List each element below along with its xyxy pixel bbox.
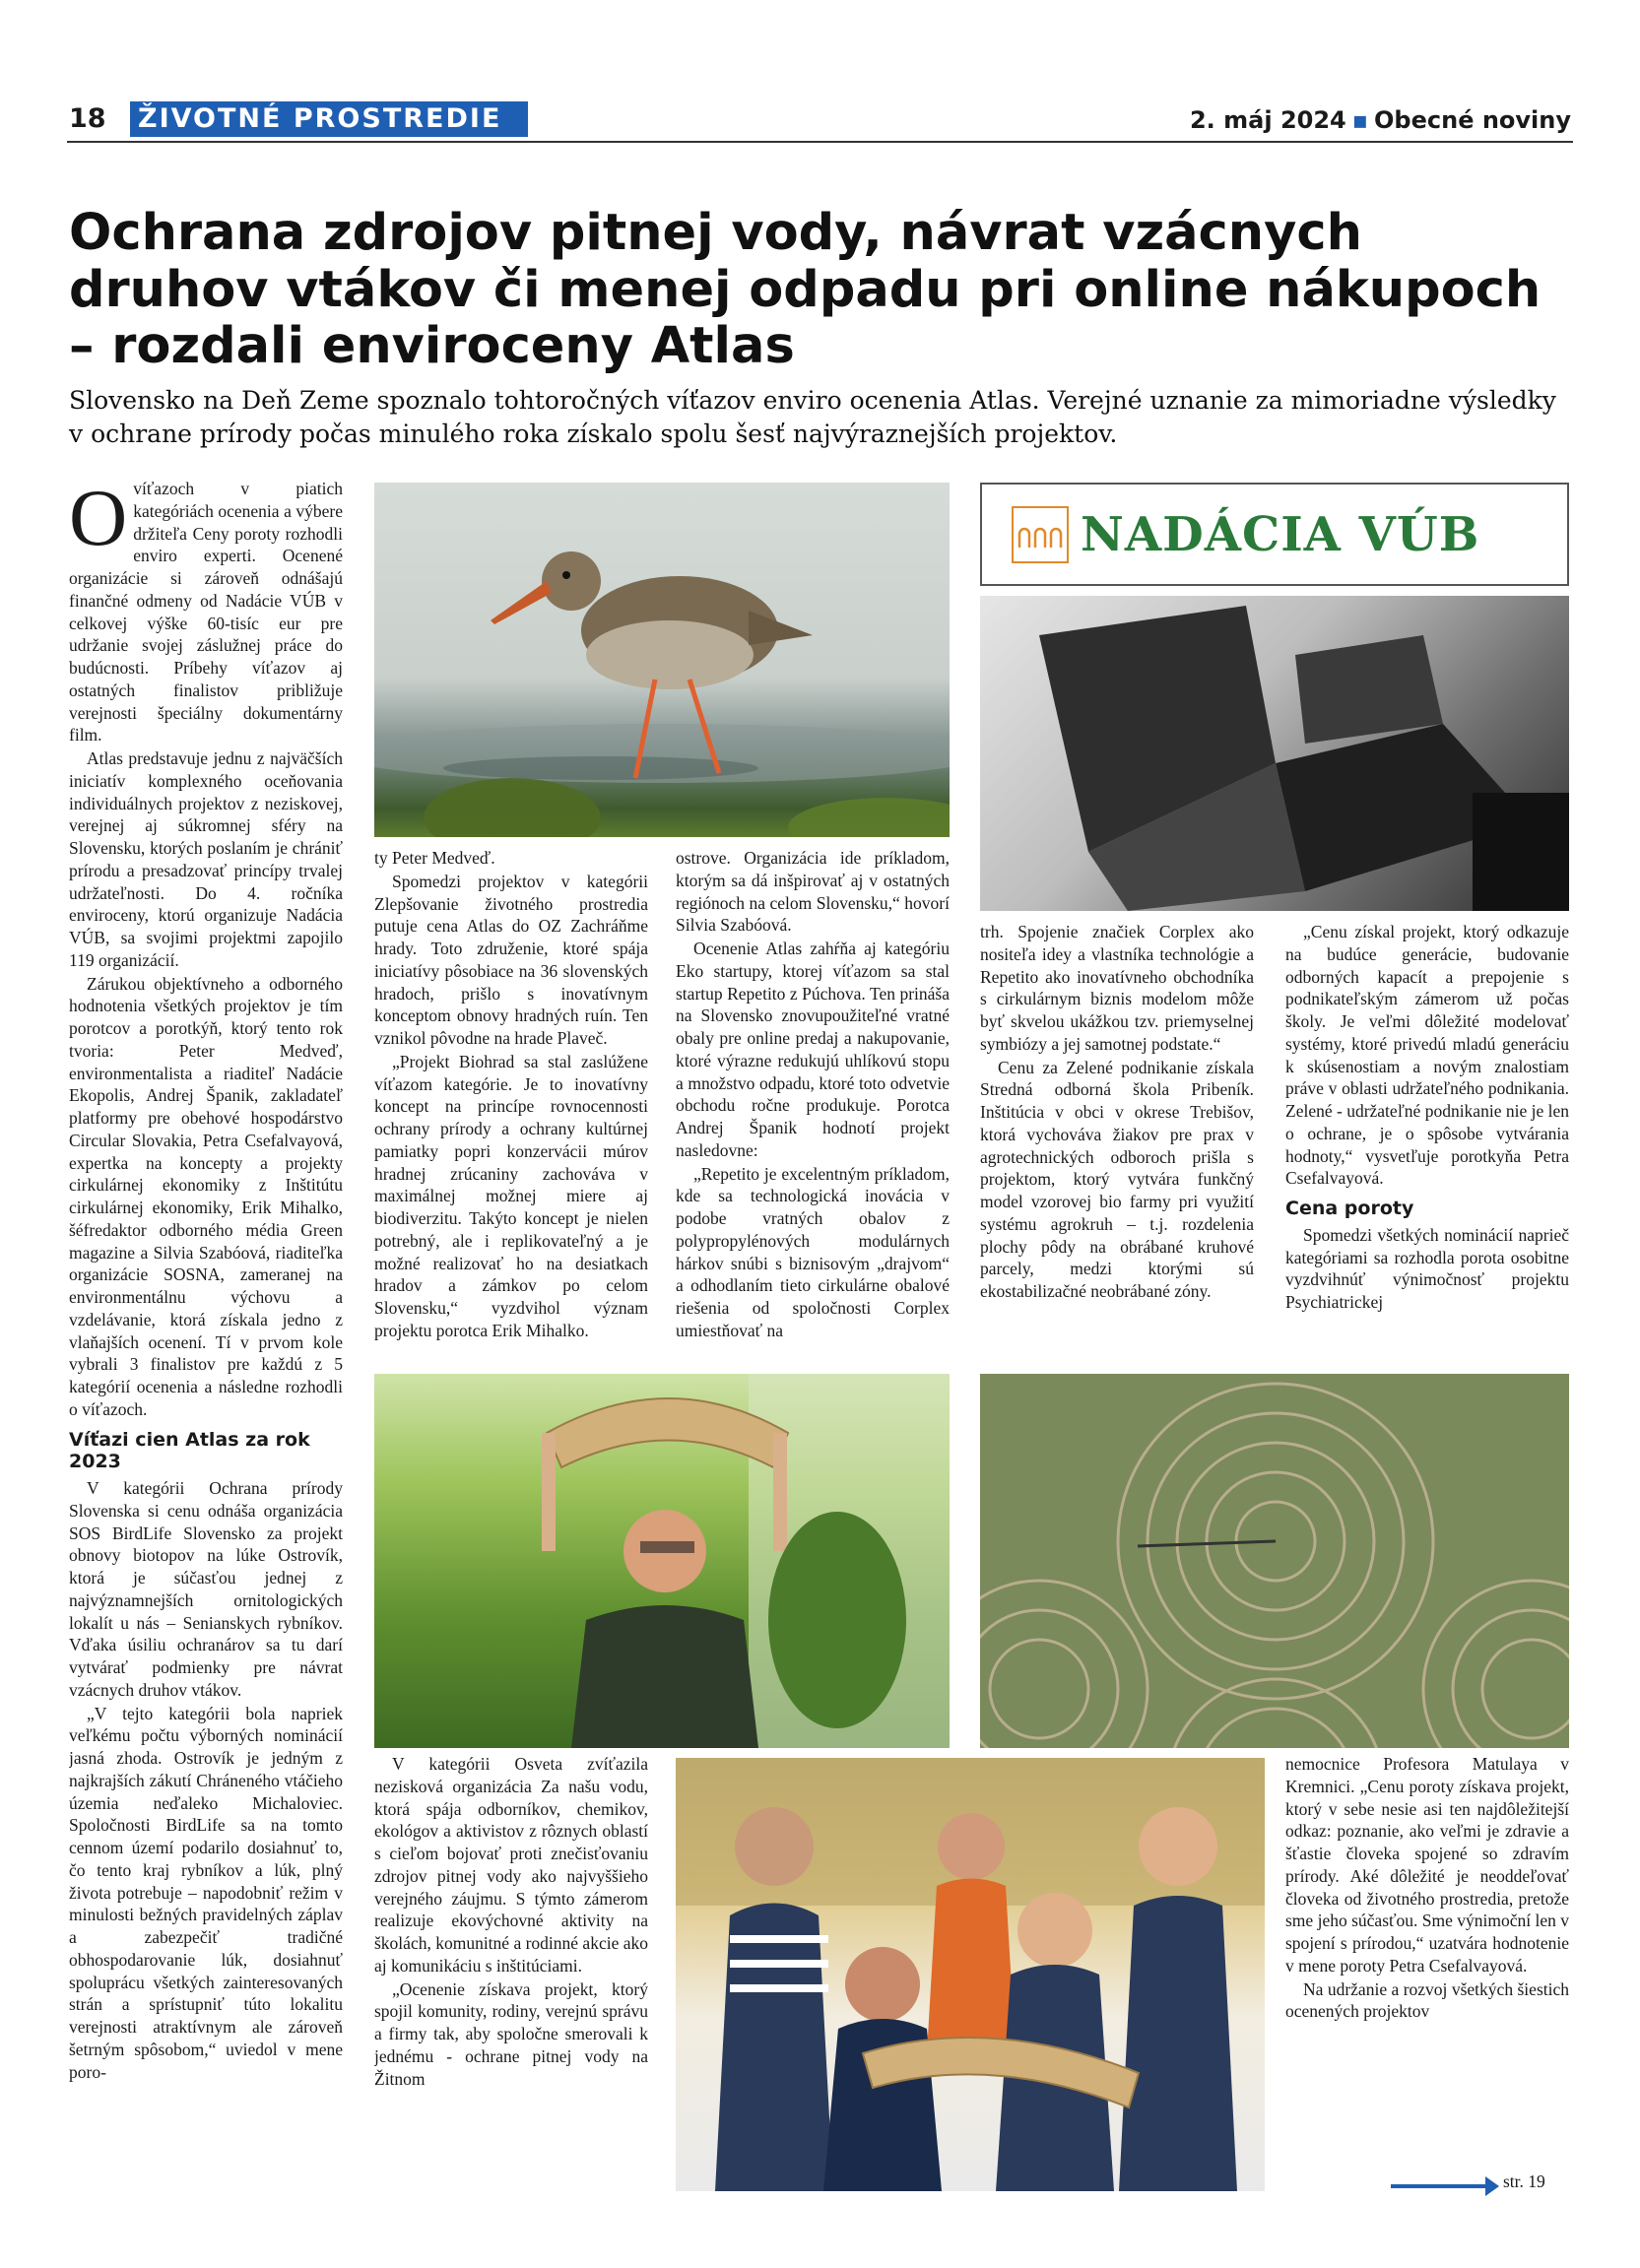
col1-paragraph-2: Atlas predstavuje jednu z najväčších iniciatív komplexného oceňovania individuálnych projektov z neziskovej, verejnej aj súkromnej sféry na Slovensku, ktorých poslaním je chrániť prírodu a presadzovať princípy trvalej udržateľnosti. Do 4. ročníka enviroceny, ktorú organizuje Nadácia VÚB, sa svojimi projektmi zapojilo 119 organizácií. bbox=[69, 748, 343, 970]
agrokruh-aerial-photo bbox=[980, 1374, 1569, 1748]
subheading-jury-prize: Cena poroty bbox=[1285, 1198, 1414, 1219]
issue-date: 2. máj 2024 bbox=[1189, 106, 1346, 134]
col2-paragraph-1: ty Peter Medveď. bbox=[374, 848, 495, 868]
col1-paragraph-3: Zárukou objektívneho a odborného hodnotenia všetkých projektov je tím porotcov a porotkýň, ktorý tento rok tvoria: Peter Medveď, environmentalista a riaditeľ Nadácie Ekopolis, Andrej Španik, zakladateľ platformy pre obehové hospodárstvo Circular Slovakia, Petra Csefalvayová, expertka na koncepty a projekty cirkulárnej ekonomiky z Inštitútu cirkulárnej ekonomiky, Erik Mihalko, šéfredaktor odborného média Green magazine a Silvia Szabóová, riaditeľka organizácie SOSNA, zameranej na environmentálnu výchovu a vzdelávanie, ktorá získala jedno z vlaňajších ocenení. Tí v prvom kole vybrali 3 finalistov pre každú z 5 kategórií ocenenia a následne rozhodli o víťazoch. bbox=[69, 973, 343, 1419]
section-banner: ŽIVOTNÉ PROSTREDIE bbox=[130, 101, 528, 137]
col2-paragraph-2: Spomedzi projektov v kategórii Zlepšovanie životného prostredia putuje cena Atlas do OZ Zachráňme hrady. Toto združenie, ktoré spája iniciatívy pôsobiace na 36 slovenských hradoch, prišlo s inovatívnym konceptom obnovy hradných ruín. Ten vznikol pôvodne na hrade Plaveč. bbox=[374, 871, 648, 1048]
drop-cap: O bbox=[69, 478, 128, 562]
text-column-1 bbox=[69, 478, 343, 2211]
logo-arches-icon bbox=[1012, 506, 1069, 563]
page-number: 18 bbox=[69, 103, 106, 134]
circular-fields-icon bbox=[980, 1374, 1569, 1748]
redshank-bird-icon bbox=[374, 483, 950, 837]
article-lead: Slovensko na Deň Zeme spoznalo tohtoročných víťazov enviro ocenenia Atlas. Verejné uznanie za mimoriadne výsledky v ochrane prírody počas minulého roka získalo spolu šesť najvýraznejších projektov. bbox=[69, 386, 1556, 448]
packaging-photo bbox=[980, 596, 1569, 911]
col3-paragraph-1: ostrove. Organizácia ide príkladom, ktorým sa dá inšpirovať aj v ostatných regiónoch na celom Slovensku,“ hovorí Silvia Szabóová. bbox=[676, 848, 950, 936]
logo-text: NADÁCIA VÚB bbox=[1081, 506, 1480, 562]
bird-photo bbox=[374, 483, 950, 837]
text-column-4 bbox=[980, 921, 1254, 1369]
col3-paragraph-2: Ocenenie Atlas zahŕňa aj kategóriu Eko startupy, ktorej víťazom sa stal startup Repetito z Púchova. Ten prináša na Slovensko znovupoužiteľné vratné obaly pre online predaj a nakupovanie, ktoré výrazne redukujú uhlíkovú stopu a množstvo odpadu, ktoré toto odvetvie obchodu ročne produkuje. Porotca Andrej Španik hodnotí projekt nasledovne: bbox=[676, 939, 950, 1160]
col4-paragraph-2: Cenu za Zelené podnikanie získala Stredná odborná škola Pribeník. Inštitúcia v obci v okrese Trebišov, ktorá vychováva žiakov pre prax v agrotechnických odboroch prišla s projektom, ktorý vytvára funkčný model vzorovej bio farmy pri využití systému agrokruh – t.j. rozdelenia plochy pôdy na obrábané kruhové parcely, medzi ktorými sú ekostabilizačné neobrábané zóny. bbox=[980, 1057, 1254, 1301]
col2-paragraph-3: „Projekt Biohrad sa stal zaslúžene víťazom kategórie. Je to inovatívny koncept na princípe rovnocennosti ochrany prírody a ochrany kultúrnej pamiatky popri konzervácii múrov hradnej zrúcaniny zachováva v maximálnej možnej miere aj biodiverzitu. Takýto koncept je nielen potrebný, ale i replikovateľný a je možné realizovať ho na desiatkach hradov a zámkov po celom Slovensku,“ vyzdvihol význam projektu porotca Erik Mihalko. bbox=[374, 1051, 648, 1340]
continue-arrow-icon bbox=[1391, 2184, 1489, 2188]
col6-paragraph-1: V kategórii Osveta zvíťazila nezisková organizácia Za našu vodu, ktorá spája odborníkov, chemikov, ekológov a aktivistov z rôznych oblastí s cieľom bojovať proti znečisťovaniu zdrojov pitnej vody ako najvyššieho verejného záujmu. S týmto zámerom realizuje ekovýchovné aktivity na školách, komunitné a rodinné akcie ako aj komunikáciu s inštitúciami. bbox=[374, 1754, 648, 1976]
col1-paragraph-1: Ovíťazoch v piatich kategóriách ocenenia a výbere držiteľa Ceny poroty rozhodli enviro experti. Ocenené organizácie si zároveň odnášajú finančné odmeny od Nadácie VÚB v celkovej výške 60-tisíc eur pre udržanie svojej záslužnej práce do budúcnosti. Príbehy víťazov aj ostatných finalistov približuje verejnosti špeciálny dokumentárny film. bbox=[69, 478, 343, 745]
separator-icon: ▪ bbox=[1351, 106, 1369, 134]
publication-name: Obecné noviny bbox=[1374, 106, 1571, 134]
col5-paragraph-1: „Cenu získal projekt, ktorý odkazuje na budúce generácie, budovanie odborných kapacít a prepojenie s podnikateľským zámerom už počas školy. Je veľmi dôležité modelovať systémy, ktoré privedú mladú generáciu k skúsenostiam a novým znalostiam práve v oblasti udržateľného podnikania. Zelené - udržateľné podnikanie nie je len o ochrane, je o spôsobe vytvárania hodnoty,“ vysvetľuje porotkyňa Petra Csefalvayová. bbox=[1285, 922, 1569, 1189]
nadacia-vub-logo bbox=[980, 483, 1569, 586]
col5-paragraph-2: Spomedzi všetkých nominácií naprieč kategóriami sa rozhodla porota osobitne vyzdvihnúť výnimočnosť projektu Psychiatrickej bbox=[1285, 1224, 1569, 1313]
col7-paragraph-2: Na udržanie a rozvoj všetkých šiestich ocenených projektov bbox=[1285, 1978, 1569, 2022]
article-headline: Ochrana zdrojov pitnej vody, návrat vzácnych druhov vtákov či menej odpadu pri online nákupoch – rozdali enviroceny Atlas bbox=[69, 204, 1542, 376]
header-rule bbox=[67, 141, 1573, 143]
text-column-2 bbox=[374, 847, 648, 1369]
text-column-6 bbox=[374, 1753, 648, 2216]
text-column-5 bbox=[1285, 921, 1569, 1369]
col3-paragraph-3: „Repetito je excelentným príkladom, kde sa technologická inovácia v podobe vratných obalov z polypropylénových modulárnych hárkov snúbi s biznisovým „drajvom“ a odhodlaním tieto cirkulárne obalové riešenia od spoločnosti Corplex umiestňovať na bbox=[676, 1163, 950, 1340]
man-holding-award-icon bbox=[374, 1374, 950, 1748]
col7-paragraph-1: nemocnice Profesora Matulaya v Kremnici. „Cenu poroty získava projekt, ktorý v sebe nesie asi ten najdôležitejší odkaz: poznanie, ako veľmi je zdravie a šťastie človeka spojené so zdravím prírody. Aké dôležité je neoddeľovať človeka od životného prostredia, pretože sme jeho súčasťou. Sme výnimoční len v spojení s prírodou,“ uzatvára hodnotenie v mene poroty Petra Csefalvayová. bbox=[1285, 1754, 1569, 1976]
col1-paragraph-4: V kategórii Ochrana prírody Slovenska si cenu odnáša organizácia SOS BirdLife Slovensko za projekt obnovy biotopov na lúke Ostrovík, ktorá je súčasťou jednej z najvýznamnejších ornitologických lokalít u nás – Senianskych rybníkov. Vďaka úsiliu ochranárov sa tu darí vytvárať podmienky pre návrat vzácnych druhov vtákov. bbox=[69, 1478, 343, 1700]
reusable-package-icon bbox=[980, 596, 1569, 911]
col4-paragraph-1: trh. Spojenie značiek Corplex ako nositeľa idey a vlastníka technológie a Repetito ako inovatívneho obchodníka s cirkulárnym biznis modelom môže byť skvelou ukážkou tzv. priemyselnej symbiózy a jej samotnej podstate.“ bbox=[980, 922, 1254, 1054]
col1-paragraph-5: „V tejto kategórii bola napriek veľkému počtu výborných nominácií jasná zhoda. Ostrovík je jedným z najkrajších zákutí Chráneného vtáčieho územia neďaleko Michaloviec. Spoločnosti BirdLife sa na tomto cennom území podarilo dosiahnuť to, čo tento kraj rybníkov a lúk, plný života potrebuje – napodobniť režim v minulosti bežných pravidelných záplav a zabezpečiť tradičné obhospodarovanie lúk, dosiahnuť spoluprácu všetkých zainteresovaných strán a sprístupniť túto lokalitu verejnosti atraktívnym ale zároveň šetrným spôsobom,“ uviedol v mene poro- bbox=[69, 1703, 343, 2082]
group-with-award-icon bbox=[676, 1758, 1265, 2191]
award-winner-photo bbox=[374, 1374, 950, 1748]
text-column-3 bbox=[676, 847, 950, 1369]
continued-on-page[interactable]: str. 19 bbox=[1503, 2171, 1545, 2191]
group-award-photo bbox=[676, 1758, 1265, 2191]
issue-info bbox=[1190, 106, 1571, 134]
text-column-7 bbox=[1285, 1753, 1569, 2157]
subheading-winners: Víťazi cien Atlas za rok 2023 bbox=[69, 1428, 310, 1473]
col6-paragraph-2: „Ocenenie získava projekt, ktorý spojil komunity, rodiny, verejnú správu a firmy tak, aby spoločne smerovali k jednému - ochrane pitnej vody na Žitnom bbox=[374, 1978, 648, 2089]
